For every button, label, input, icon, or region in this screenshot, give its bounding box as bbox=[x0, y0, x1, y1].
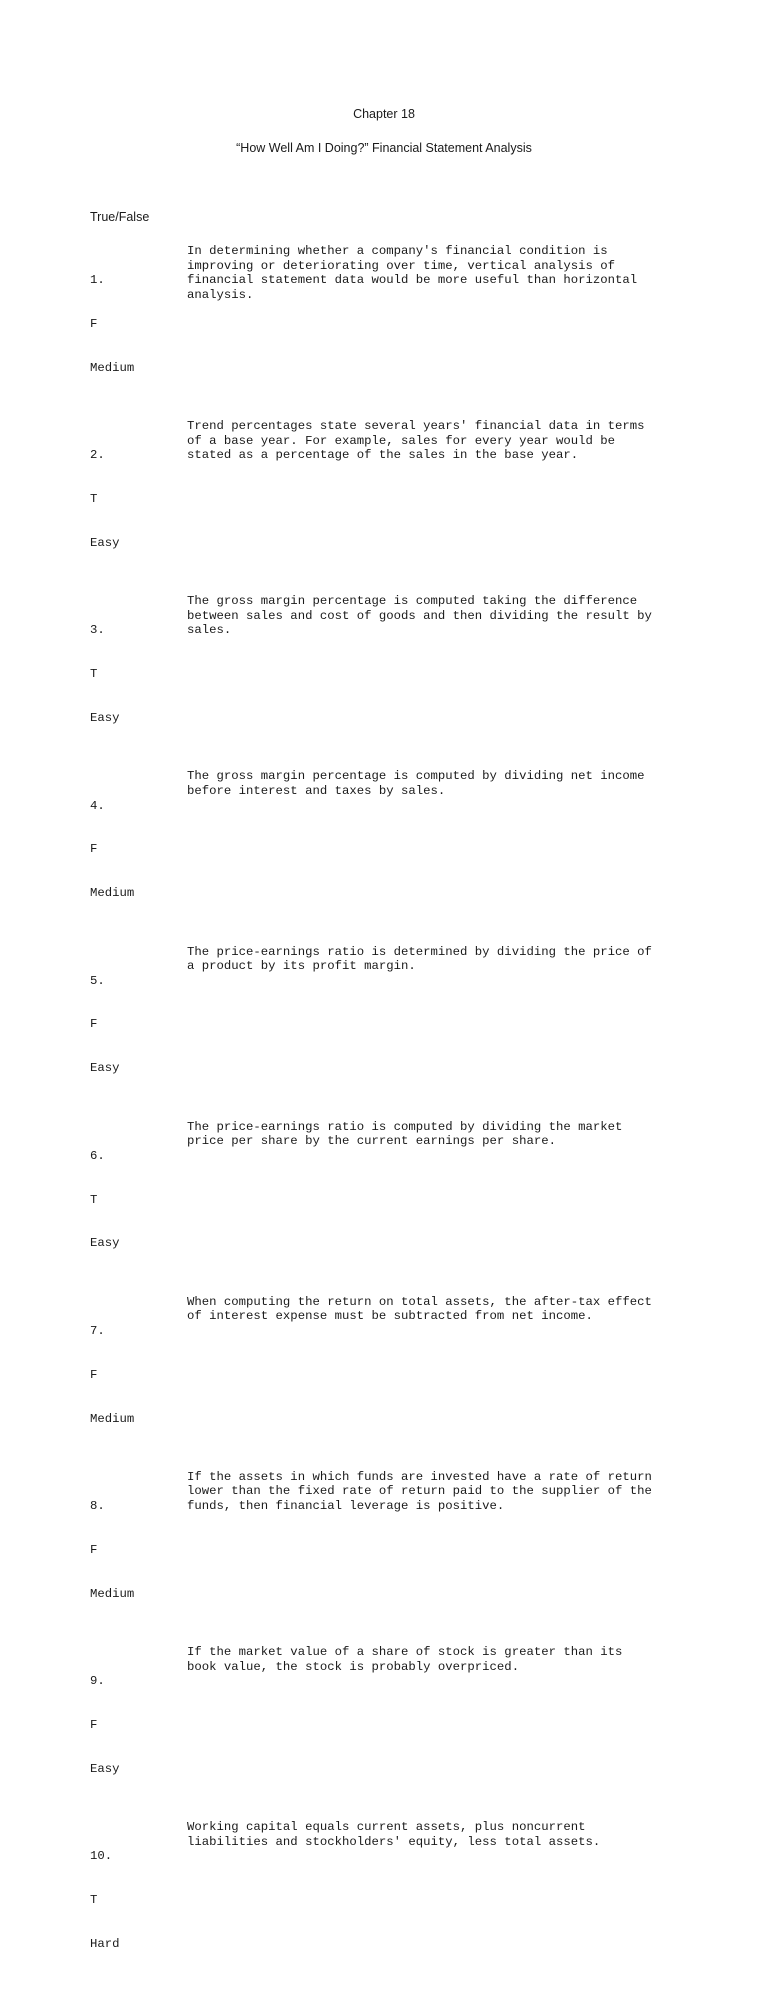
question-number: 5. bbox=[90, 973, 105, 988]
question-item bbox=[90, 594, 690, 755]
question-answer: F bbox=[90, 316, 98, 331]
question-number: 2. bbox=[90, 448, 105, 463]
question-text: Trend percentages state several years' financial data in terms of a base year. For example, sales for every year would be stated as a percentage of the sales in the base year. bbox=[187, 419, 645, 463]
question-meta bbox=[90, 1645, 187, 1806]
question-answer: T bbox=[90, 1192, 98, 1207]
chapter-title: Chapter 18 bbox=[353, 107, 415, 121]
question-meta bbox=[90, 945, 187, 1106]
question-number: 9. bbox=[90, 1674, 105, 1689]
question-answer: T bbox=[90, 667, 98, 682]
question-answer: F bbox=[90, 1542, 98, 1557]
question-item bbox=[90, 1645, 690, 1806]
question-number: 1. bbox=[90, 273, 105, 288]
question-difficulty: Easy bbox=[90, 1761, 120, 1776]
question-meta bbox=[90, 419, 187, 580]
question-difficulty: Easy bbox=[90, 535, 120, 550]
question-answer: F bbox=[90, 1017, 98, 1032]
question-text: The price-earnings ratio is computed by dividing the market price per share by the current earnings per share. bbox=[187, 1119, 623, 1149]
question-item bbox=[90, 244, 690, 405]
question-difficulty: Easy bbox=[90, 711, 120, 725]
question-meta bbox=[90, 1295, 187, 1456]
question-text: If the assets in which funds are invested have a rate of return lower than the fixed rate of return paid to the supplier of the funds, then financial leverage is positive. bbox=[187, 1469, 652, 1514]
question-meta bbox=[90, 769, 187, 930]
question-meta bbox=[90, 594, 187, 755]
question-meta bbox=[90, 1120, 187, 1281]
question-difficulty: Hard bbox=[90, 1936, 120, 1951]
question-number: 10. bbox=[90, 1849, 113, 1864]
question-list bbox=[90, 244, 690, 1995]
question-meta bbox=[90, 244, 187, 405]
question-difficulty: Medium bbox=[90, 1411, 135, 1426]
question-meta bbox=[90, 1470, 187, 1631]
question-item bbox=[90, 1295, 690, 1456]
question-difficulty: Easy bbox=[90, 1236, 120, 1251]
section-title: True/False bbox=[90, 210, 150, 224]
question-difficulty: Medium bbox=[90, 1586, 135, 1601]
question-item bbox=[90, 769, 690, 930]
question-answer: F bbox=[90, 1367, 98, 1382]
question-number: 6. bbox=[90, 1148, 105, 1163]
question-item bbox=[90, 419, 690, 580]
question-item bbox=[90, 945, 690, 1106]
question-answer: T bbox=[90, 1893, 98, 1908]
question-difficulty: Medium bbox=[90, 886, 135, 901]
question-meta bbox=[90, 1820, 187, 1981]
question-answer: F bbox=[90, 1717, 98, 1732]
question-text: The gross margin percentage is computed by dividing net income before interest and taxes by sales. bbox=[187, 769, 645, 798]
question-number: 7. bbox=[90, 1323, 105, 1338]
question-text: If the market value of a share of stock is greater than its book value, the stock is probably overpriced. bbox=[187, 1645, 623, 1674]
question-number: 3. bbox=[90, 623, 105, 638]
question-text: The gross margin percentage is computed taking the difference between sales and cost of goods and then dividing the result by sales. bbox=[187, 594, 652, 638]
question-text: The price-earnings ratio is determined by dividing the price of a product by its profit margin. bbox=[187, 944, 652, 974]
question-difficulty: Easy bbox=[90, 1061, 120, 1076]
question-text: Working capital equals current assets, plus noncurrent liabilities and stockholders' equity, less total assets. bbox=[187, 1820, 601, 1849]
question-number: 8. bbox=[90, 1499, 105, 1514]
question-difficulty: Medium bbox=[90, 360, 135, 375]
question-number: 4. bbox=[90, 798, 105, 813]
question-text: When computing the return on total assets, the after-tax effect of interest expense must be subtracted from net income. bbox=[187, 1294, 652, 1324]
question-item bbox=[90, 1470, 690, 1631]
question-answer: T bbox=[90, 492, 98, 507]
page-title: “How Well Am I Doing?” Financial Statement Analysis bbox=[236, 141, 532, 155]
question-text: In determining whether a company's financial condition is improving or deteriorating over time, vertical analysis of financial statement data would be more useful than horizontal analysis. bbox=[187, 244, 638, 302]
question-answer: F bbox=[90, 842, 98, 857]
question-item bbox=[90, 1120, 690, 1281]
question-item bbox=[90, 1820, 690, 1981]
